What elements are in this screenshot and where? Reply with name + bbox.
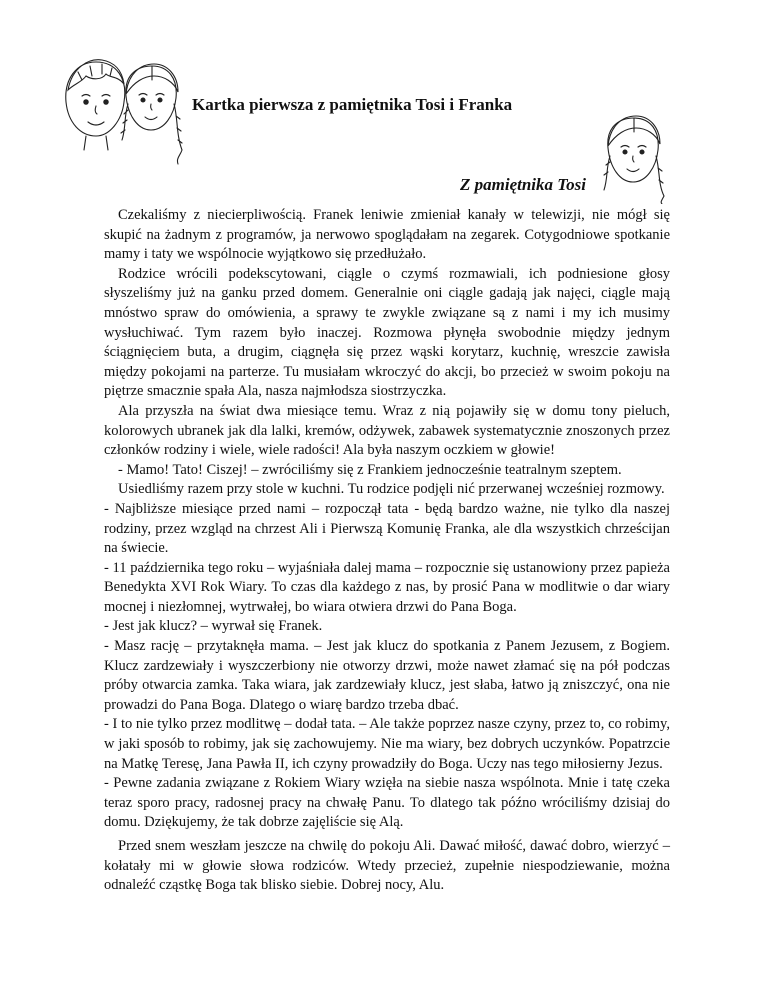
page-title: Kartka pierwsza z pamiętnika Tosi i Franka — [192, 95, 513, 115]
paragraph: Ala przyszła na świat dwa miesiące temu. Wraz z nią pojawiły się w domu tony pieluch, kolorowych ubranek jak dla lalki, kremów, odżywek, zabawek systematycznie znoszonych przez członków rodziny i wiele, wiele radości! Ala była naszym oczkiem w głowie! — [104, 402, 670, 459]
boy-and-girl-illustration — [58, 50, 188, 170]
paragraph: Usiedliśmy razem przy stole w kuchni. Tu rodzice podjęli nić przerwanej wcześniej rozmowy. — [118, 481, 665, 498]
paragraph: - I to nie tylko przez modlitwę – dodał tata. – Ale także poprzez nasze czyny, przez to, co robimy, w jaki sposób to robimy, jak się zachowujemy. Nie ma wiary, bez dobrych uczynków. Popatrzcie na Matkę Teresę, Jana Pawła II, ich czyny prowadziły do Boga. Uczy nas tego miłosierny Jezus. — [104, 716, 670, 772]
diary-text — [104, 206, 670, 896]
paragraph: - Pewne zadania związane z Rokiem Wiary wzięła na siebie nasza wspólnota. Mnie i tatę czeka teraz sporo pracy, radosnej pracy na chwałę Panu. To dlatego tak późno wróciliśmy dzisiaj do domu. Dziękujemy, że tak dobrze zajęliście się Alą. — [104, 775, 670, 831]
paragraph: - 11 października tego roku – wyjaśniała dalej mama – rozpocznie się ustanowiony przez papieża Benedykta XVI Rok Wiary. To czas dla każdego z nas, by prosić Pana w modlitwie o dar wiary mocnej i niezłomnej, wytrwałej, bo wiara otwiera drzwi do Pana Boga. — [104, 559, 670, 615]
paragraph: - Jest jak klucz? – wyrwał się Franek. — [104, 618, 323, 635]
paragraph: - Mamo! Tato! Ciszej! – zwróciliśmy się z Frankiem jednocześnie teatralnym szeptem. — [118, 461, 622, 478]
paragraph: Czekaliśmy z niecierpliwością. Franek leniwie zmieniał kanały w telewizji, nie mógł się skupić na żadnym z programów, ja nerwowo spoglądałam na zegarek. Cotygodniowe spotkanie mamy i taty we wspólnocie wyjątkowo się przedłużało. — [104, 207, 670, 263]
paragraph: - Najbliższe miesiące przed nami – rozpoczął tata - będą bardzo ważne, nie tylko dla naszej rodziny, przez wzgląd na chrzest Ali i Pierwszą Komunię Franka, ale dla wszystkich chrześcijan na świecie. — [104, 500, 670, 557]
paragraph: Przed snem weszłam jeszcze na chwilę do pokoju Ali. Dawać miłość, dawać dobro, wierzyć – kołatały mi w głowie słowa rodziców. Wtedy przecież, zupełnie niespodziewanie, można odnaleźć cząstkę Boga tak blisko siebie. Dobrej nocy, Alu. — [104, 838, 670, 894]
section-subtitle: Z pamiętnika Tosi — [460, 175, 586, 195]
paragraph: Rodzice wrócili podekscytowani, ciągle o czymś rozmawiali, ich podniesione głosy słyszeliśmy już na ganku przed domem. Generalnie oni ciągle gadają jak najęci, ciągle mają mnóstwo spraw do omówienia, a sprawy te zwykle związane są z nami i my ich musimy wysłuchiwać. Tym razem było inaczej. Rozmowa płynęła swobodnie między jednym ściągnięciem buta, a drugim, ciągnęła się przez wąski korytarz, kuchnię, wreszcie zawisła między pokojami na parterze. Tu musiałam wkroczyć do akcji, bo przecież w swoim pokoju na piętrze smacznie spała Ala, nasza najmłodsza siostrzyczka. — [104, 265, 670, 400]
girl-illustration — [596, 112, 674, 204]
paragraph: - Masz rację – przytaknęła mama. – Jest jak klucz do spotkania z Panem Jezusem, z Bogiem. Klucz zardzewiały i wyszczerbiony nie otworzy drzwi, może nawet złamać się na pół podczas próby otwarcia zamka. Taka wiara, jak zardzewiały klucz, jest słaba, łatwo ją zniszczyć, ona nie prowadzi do Pana Boga. Dlatego o wiarę bardzo trzeba dbać. — [104, 638, 670, 713]
